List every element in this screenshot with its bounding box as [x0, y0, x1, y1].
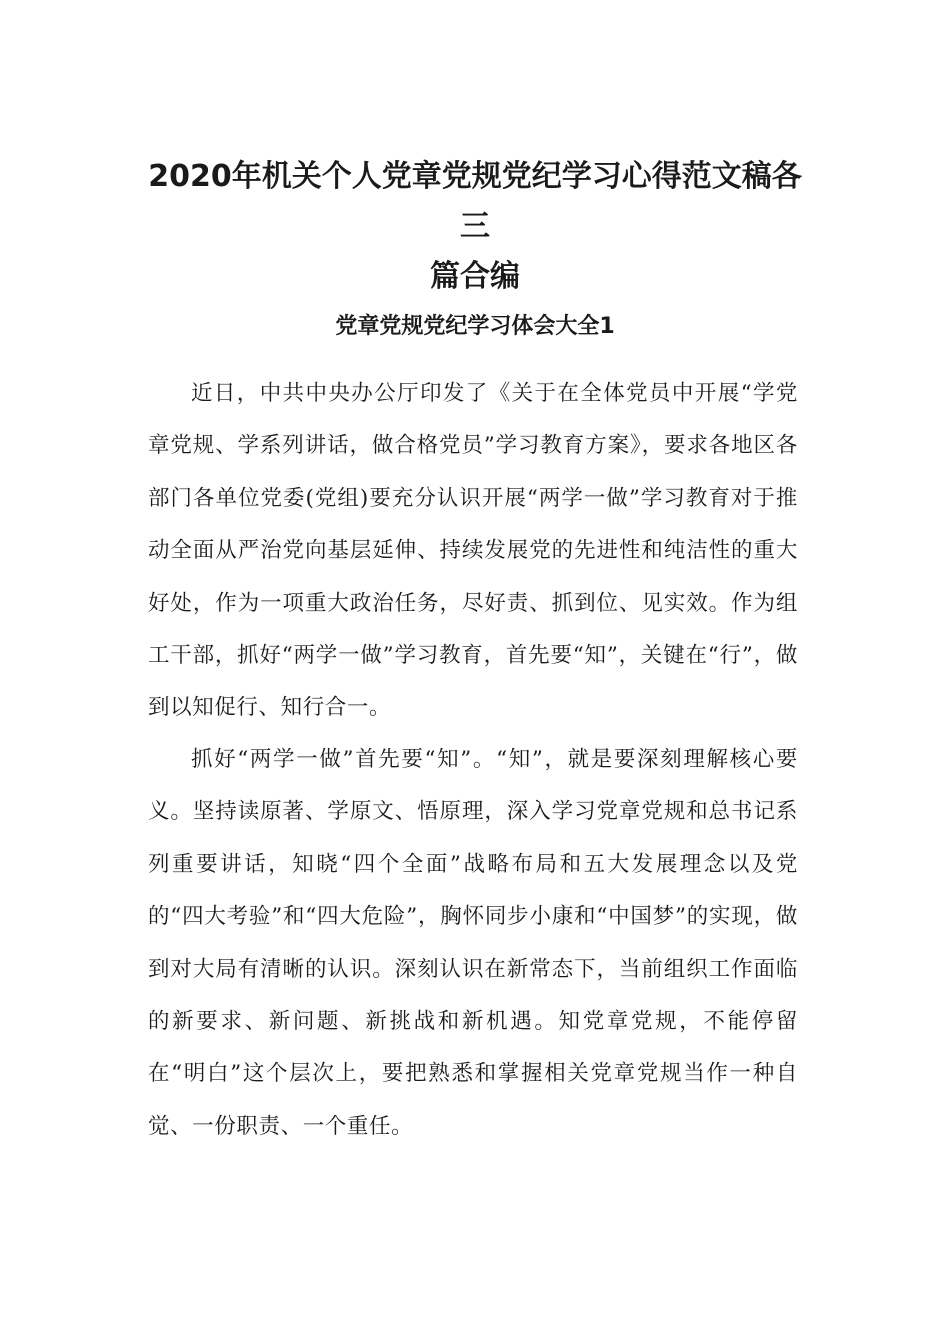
section-heading: 党章党规党纪学习体会大全1 — [335, 314, 615, 339]
document-title-line-2: 篇合编 — [430, 259, 520, 294]
body-paragraph-1: 近日，中共中央办公厅印发了《关于在全体党员中开展“学党章党规、学系列讲话，做合格党员”学习教育方案》，要求各地区各部门各单位党委(党组)要充分认识开展“两学一做”学习教育对于推动全面从严治党向基层延伸、持续发展党的先进性和纯洁性的重大好处，作为一项重大政治任务，尽好责、抓到位、见实效。作为组工干部，抓好“两学一做”学习教育，首先要“知”，关键在“行”，做到以知促行、知行合一。 — [148, 381, 798, 721]
document-title-line-1: 2020年机关个人党章党规党纪学习心得范文稿各三 — [148, 159, 802, 244]
body-paragraph-2: 抓好“两学一做”首先要“知”。“知”，就是要深刻理解核心要义。坚持读原著、学原文、悟原理，深入学习党章党规和总书记系列重要讲话，知晓“四个全面”战略布局和五大发展理念以及党的“四大考验”和“四大危险”，胸怀同步小康和“中国梦”的实现，做到对大局有清晰的认识。深刻认识在新常态下，当前组织工作面临的新要求、新问题、新挑战和新机遇。知党章党规，不能停留在“明白”这个层次上，要把熟悉和掌握相关党章党规当作一种自觉、一份职责、一个重任。 — [148, 747, 798, 1139]
document-title — [140, 152, 810, 302]
